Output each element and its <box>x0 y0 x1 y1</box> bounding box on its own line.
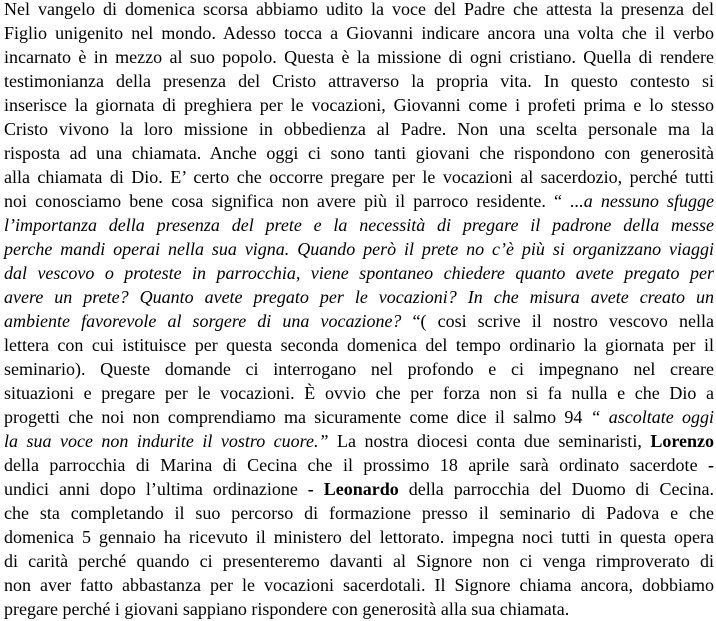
text-line: undici anni dopo l’ultima ordinazione - Leonardo della parrocchia del Duomo di Cecina. <box>4 479 715 499</box>
text-line: ambiente favorevole al sorgere di una vocazione? “( cosi scrive il nostro vescovo nella <box>4 311 714 331</box>
quote-italic: ambiente favorevole al sorgere di una vocazione? <box>4 311 402 331</box>
quote-line: l’importanza della presenza del prete e la necessità di pregare il padrone della messe <box>4 215 714 235</box>
text-line: testimonianza della presenza del Cristo attraverso la propria vita. In questo contesto si <box>4 71 714 91</box>
text-line: non aver fatto abbastanza per le vocazioni sacerdotali. Il Signore chiama ancora, dobbiamo <box>4 575 714 595</box>
text-line: di carità perché quando ci presenteremo davanti al Signore non ci venga rimproverato di <box>4 551 714 571</box>
text-line: inserisce la giornata di preghiera per le vocazioni, Giovanni come i profeti prima e lo stesso <box>4 95 714 115</box>
text-line: lettera con cui istituisce per questa seconda domenica del tempo ordinario la giornata per il <box>4 335 714 355</box>
psalm-quote: la sua voce non indurite il vostro cuore.” <box>4 431 329 451</box>
text-line: noi conosciamo bene cosa significa non avere più il parroco residente. “ ...a nessuno sfugge <box>4 191 714 211</box>
text-line: risposta ad una chiamata. Anche oggi ci sono tanti giovani che rispondono con generosità <box>4 143 714 163</box>
psalm-quote: “ ascoltate oggi <box>590 407 714 427</box>
text-line: alla chiamata di Dio. E’ certo che occorre pregare per le vocazioni al sacerdozio, perché tutti <box>4 167 714 187</box>
quote-italic: ...a nessuno sfugge <box>570 191 714 211</box>
text-line: domenica 5 gennaio ha ricevuto il ministero del lettorato. impegna noci tutti in questa opera <box>4 527 714 547</box>
text-line: Nel vangelo di domenica scorsa abbiamo udito la voce del Padre che attesta la presenza del <box>4 0 714 19</box>
text-line: della parrocchia di Marina di Cecina che il prossimo 18 aprile sarà ordinato sacerdote - <box>4 455 714 475</box>
text-line: la sua voce non indurite il vostro cuore.” La nostra diocesi conta due seminaristi, Lorenzo <box>4 431 714 451</box>
dash-bold: - <box>708 455 714 475</box>
text-line: progetti che noi non comprendiamo ma sicuramente come dice il salmo 94 “ ascoltate oggi <box>4 407 714 427</box>
quote-line: perche mandi operai nella sua vigna. Quando però il prete no c’è più si organizzano viaggi <box>4 239 714 259</box>
text-line: situazioni e pregare per le vocazioni. È ovvio che per forza non si fa nulla e che Dio a <box>4 383 714 403</box>
name-bold: - Leonardo <box>307 479 399 499</box>
quote-line: dal vescovo o proteste in parrocchia, viene spontaneo chiedere quanto avete pregato per <box>4 263 714 283</box>
text-line: Cristo vivono la loro missione in obbedienza al Padre. Non una scelta personale ma la <box>4 119 714 139</box>
text-line: Figlio unigenito nel mondo. Adesso tocca a Giovanni indicare ancora una volta che il verbo <box>4 23 714 43</box>
text-line: seminario). Queste domande ci interrogano nel profondo e ci impegnano nel creare <box>4 359 714 379</box>
text-line: che sta completando il suo percorso di formazione presso il seminario di Padova e che <box>4 503 714 523</box>
text-line: incarnato è in mezzo al suo popolo. Questa è la missione di ogni cristiano. Quella di rendere <box>4 47 714 67</box>
text-line: pregare perché i giovani sappiano rispondere con generosità alla sua chiamata. <box>4 599 570 619</box>
quote-line: avere un prete? Quanto avete pregato per le vocazioni? In che misura avete creato un <box>4 287 714 307</box>
name-bold: Lorenzo <box>650 431 714 451</box>
